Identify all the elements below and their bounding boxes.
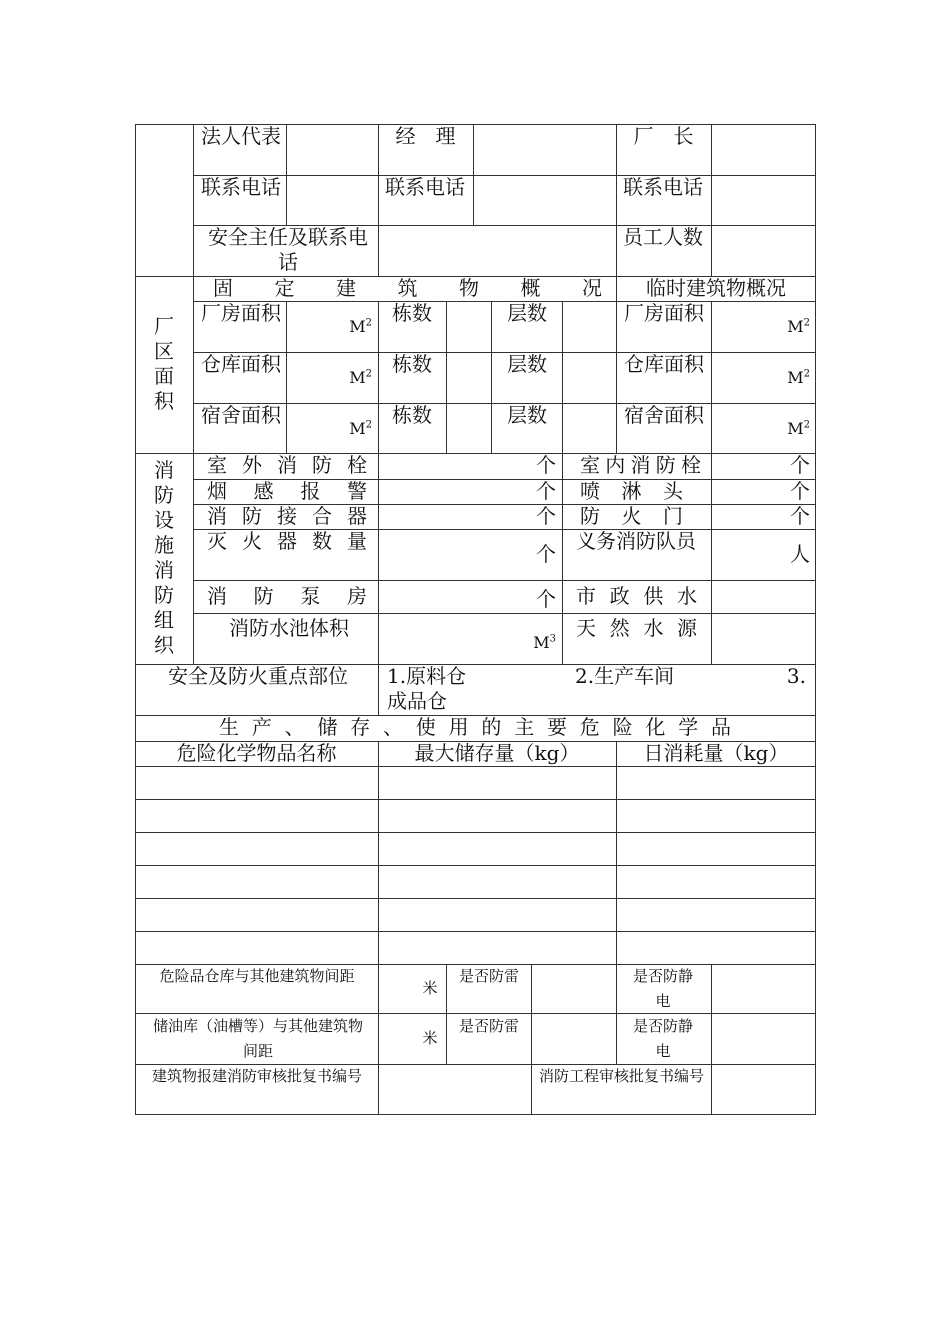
indoor-hydrant-label: 室内消防栓	[580, 453, 701, 477]
plant-area-label: 厂区面积	[154, 314, 174, 413]
safety-director-phone-label: 安全主任及联系电话	[208, 225, 368, 274]
fire-section-label: 消防设施消防组织	[154, 458, 174, 657]
warehouse-buildings-label: 栋数	[392, 352, 432, 376]
hazwh-distance-label: 危险品仓库与其他建筑物间距	[159, 967, 355, 985]
temp-dormitory-area-label: 宿舍面积	[624, 403, 704, 427]
manager-label: 经 理	[395, 124, 456, 148]
warehouse-area-label: 仓库面积	[201, 352, 281, 376]
extinguisher-count-label: 灭火器数量	[207, 529, 367, 553]
hazwh-distance-unit: 米	[422, 979, 438, 997]
factory-director-label: 厂 长	[633, 124, 694, 148]
phone-label-1: 联系电话	[201, 175, 281, 199]
oil-lightning-label: 是否防雷	[458, 1017, 519, 1035]
factory-floors-label: 层数	[507, 301, 547, 325]
temp-factory-area-unit: $M^2$	[787, 317, 810, 336]
phone-label-3: 联系电话	[623, 175, 703, 199]
fire-pool-volume-label: 消防水池体积	[229, 616, 349, 640]
oil-distance-label: 储油库（油槽等）与其他建筑物间距	[152, 1017, 363, 1060]
hazwh-antistatic-label: 是否防静电	[632, 967, 693, 1010]
outdoor-hydrant-label: 室外消防栓	[207, 453, 367, 477]
volunteer-firefighters-label: 义务消防队员	[576, 529, 696, 553]
factory-area-unit: $M^2$	[349, 317, 372, 336]
oil-antistatic-label: 是否防静电	[632, 1017, 693, 1060]
fire-door-unit: 个	[790, 504, 810, 528]
key-area-3-name: 成品仓	[387, 689, 447, 713]
dormitory-area-unit: $M^2$	[349, 419, 372, 438]
factory-area-label: 厂房面积	[201, 301, 281, 325]
fire-pump-room-label: 消防泵房	[207, 584, 367, 608]
key-areas-label: 安全及防火重点部位	[168, 664, 348, 688]
temp-factory-area-label: 厂房面积	[624, 301, 704, 325]
dormitory-area-label: 宿舍面积	[201, 403, 281, 427]
municipal-water-label: 市政供水	[576, 584, 697, 608]
temp-warehouse-area-label: 仓库面积	[624, 352, 704, 376]
dormitory-floors-label: 层数	[507, 403, 547, 427]
fire-connector-unit: 个	[536, 504, 556, 528]
hazmat-name-header: 危险化学物品名称	[176, 741, 337, 765]
fixed-buildings-header: 固定建筑物概况	[213, 276, 602, 300]
dormitory-buildings-label: 栋数	[392, 403, 432, 427]
extinguisher-count-unit: 个	[536, 542, 556, 566]
building-approval-label: 建筑物报建消防审核批复书编号	[151, 1067, 362, 1085]
indoor-hydrant-unit: 个	[790, 453, 810, 477]
phone-label-2: 联系电话	[385, 175, 465, 199]
factory-buildings-label: 栋数	[392, 301, 432, 325]
legal-rep-label: 法人代表	[201, 124, 281, 148]
max-storage-header: 最大储存量（kg）	[414, 741, 580, 765]
warehouse-area-unit: $M^2$	[349, 368, 372, 387]
temp-warehouse-area-unit: $M^2$	[787, 368, 810, 387]
sprinkler-unit: 个	[790, 479, 810, 503]
natural-water-label: 天然水源	[576, 616, 697, 640]
smoke-alarm-label: 烟感报警	[207, 479, 367, 503]
employee-count-label: 员工人数	[623, 225, 703, 249]
fire-eng-approval-label: 消防工程审核批复书编号	[539, 1067, 704, 1085]
temp-buildings-header: 临时建筑物概况	[646, 276, 786, 300]
daily-consumption-header: 日消耗量（kg）	[643, 741, 789, 765]
fire-pool-volume-unit: $M^3$	[533, 633, 556, 652]
key-area-3: 3.	[786, 664, 806, 688]
fire-safety-form	[135, 124, 816, 1115]
sprinkler-label: 喷淋头	[580, 479, 683, 503]
warehouse-floors-label: 层数	[507, 352, 547, 376]
volunteer-firefighters-unit: 人	[790, 542, 810, 566]
outdoor-hydrant-unit: 个	[536, 453, 556, 477]
fire-door-label: 防火门	[580, 504, 683, 528]
smoke-alarm-unit: 个	[536, 479, 556, 503]
hazmat-title: 生产、储存、使用的主要危险化学品	[219, 715, 731, 739]
hazwh-lightning-label: 是否防雷	[458, 967, 519, 985]
key-area-1: 1.原料仓	[387, 664, 467, 688]
temp-dormitory-area-unit: $M^2$	[787, 419, 810, 438]
fire-pump-room-unit: 个	[536, 587, 556, 611]
oil-distance-unit: 米	[422, 1029, 438, 1047]
key-area-2: 2.生产车间	[575, 664, 675, 688]
fire-connector-label: 消防接合器	[207, 504, 367, 528]
